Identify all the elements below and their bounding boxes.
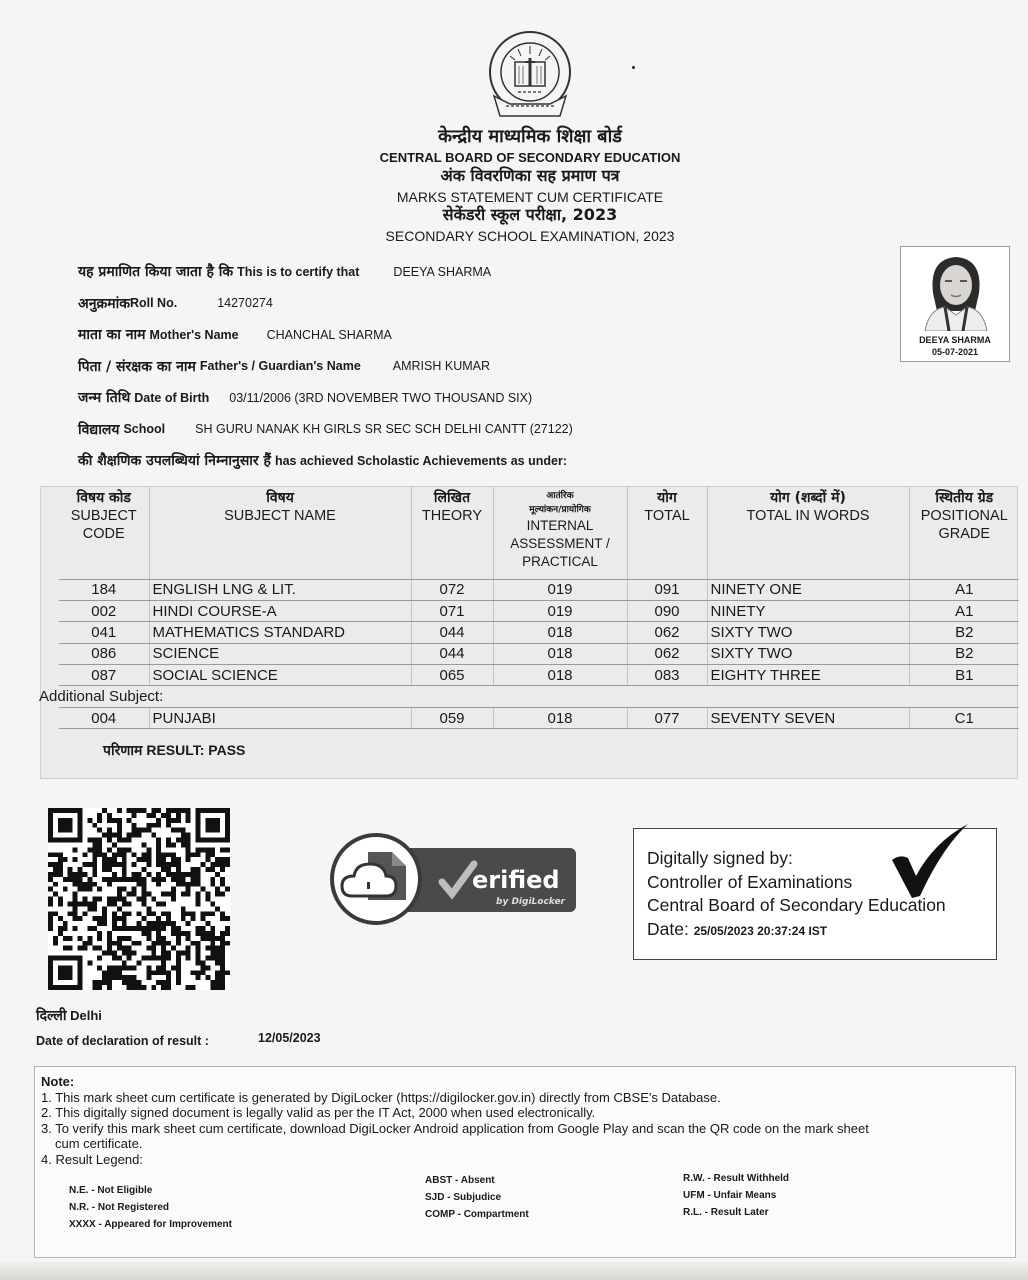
table-row <box>59 707 1019 728</box>
photo-caption-name: DEEYA SHARMA <box>919 335 991 345</box>
legend-item: R.L. - Result Later <box>683 1207 769 1218</box>
theory-marks: 071 <box>411 600 493 621</box>
total-marks: 083 <box>627 665 707 686</box>
father-row <box>78 351 778 383</box>
column-header-total-words: योग (शब्दों में) TOTAL IN WORDS <box>707 487 909 579</box>
additional-subject-label: Additional Subject: <box>39 688 164 706</box>
legend-item: COMP - Compartment <box>425 1209 529 1220</box>
roll-row <box>78 288 778 320</box>
column-header-total: योग TOTAL <box>627 487 707 579</box>
positional-grade: B1 <box>909 665 1019 686</box>
additional-subject-row <box>59 686 1019 707</box>
document-title: MARKS STATEMENT CUM CERTIFICATE <box>396 189 664 205</box>
student-photo <box>900 246 1010 362</box>
table-row <box>59 665 1019 686</box>
signature-valid-check-icon <box>890 822 970 900</box>
total-in-words: SIXTY TWO <box>707 643 909 664</box>
declaration-date-label: Date of declaration of result : <box>36 1034 209 1048</box>
legend-item: ABST - Absent <box>425 1175 495 1186</box>
note-item: 2. This digitally signed document is legally valid as per the IT Act, 2000 when used electronically. <box>41 1105 596 1120</box>
total-marks: 091 <box>627 579 707 600</box>
document-header <box>330 128 730 246</box>
achievement-label-hindi: की शैक्षणिक उपलब्धियां निम्नानुसार हैं <box>78 453 271 470</box>
board-name: CENTRAL BOARD OF SECONDARY EDUCATION <box>379 150 681 165</box>
subject-code: 086 <box>59 643 149 664</box>
badge-sub-text: by DigiLocker <box>496 897 565 907</box>
total-in-words: NINETY <box>707 600 909 621</box>
dob-row <box>78 382 778 414</box>
city-hindi: दिल्ली <box>36 1008 67 1024</box>
internal-marks: 018 <box>493 707 627 728</box>
total-marks: 062 <box>627 643 707 664</box>
qr-code-icon[interactable] <box>48 808 230 990</box>
exam-name: SECONDARY SCHOOL EXAMINATION, 2023 <box>385 228 675 244</box>
father-name: AMRISH KUMAR <box>392 359 491 374</box>
legend-column-1 <box>69 1182 232 1233</box>
student-info <box>78 256 778 477</box>
positional-grade: A1 <box>909 600 1019 621</box>
signed-by-label: Digitally signed by: <box>647 848 793 868</box>
school-label: School <box>123 422 166 437</box>
qr-finder-pattern <box>48 808 82 842</box>
total-marks: 062 <box>627 622 707 643</box>
declaration-date: 12/05/2023 <box>258 1031 321 1045</box>
note-item: 3. To verify this mark sheet cum certificate, download DigiLocker Android application from Google Play and scan the QR code on the mark sheet <box>41 1120 869 1136</box>
signature-date-row <box>647 918 996 944</box>
certify-row <box>78 256 778 288</box>
note-item: 1. This mark sheet cum certificate is generated by DigiLocker (https://digilocker.gov.in) directly from CBSE's Database. <box>41 1089 721 1105</box>
school-label-hindi: विद्यालय <box>78 421 120 438</box>
internal-marks: 019 <box>493 600 627 621</box>
column-header-internal: आतंरिक मूल्यांकन/प्रायोगिक INTERNAL ASSESSMENT / PRACTICAL <box>493 487 627 579</box>
table-row <box>59 579 1019 600</box>
city: Delhi <box>70 1008 102 1023</box>
certify-label-hindi: यह प्रमाणित किया जाता है कि <box>78 264 234 281</box>
certify-label: This is to certify that <box>237 264 360 279</box>
legend-item: SJD - Subjudice <box>425 1192 502 1203</box>
column-header-theory: लिखित THEORY <box>411 487 493 579</box>
achievement-row <box>78 445 778 477</box>
table-row <box>59 600 1019 621</box>
scan-speck <box>632 66 635 69</box>
notes-title: Note: <box>41 1074 75 1089</box>
internal-marks: 018 <box>493 643 627 664</box>
achievement-label: has achieved Scholastic Achievements as under: <box>274 453 567 468</box>
mother-row <box>78 319 778 351</box>
positional-grade: B2 <box>909 643 1019 664</box>
document-title-hindi: अंक विवरणिका सह प्रमाण पत्र <box>440 166 620 185</box>
board-name-hindi: केन्द्रीय माध्यमिक शिक्षा बोर्ड <box>438 126 622 147</box>
subject-code: 041 <box>59 622 149 643</box>
exam-name-hindi: सेकेंडरी स्कूल परीक्षा, 2023 <box>442 205 618 224</box>
mother-label-hindi: माता का नाम <box>78 327 146 344</box>
internal-marks: 018 <box>493 622 627 643</box>
notes-section <box>34 1066 1016 1258</box>
legend-item: N.E. - Not Eligible <box>69 1185 153 1196</box>
student-portrait-icon <box>915 251 997 331</box>
marks-table-section <box>40 486 1018 779</box>
theory-marks: 059 <box>411 707 493 728</box>
result-legend-title: 4. Result Legend: <box>41 1151 143 1167</box>
result-label: RESULT: PASS <box>146 742 246 758</box>
total-marks: 090 <box>627 600 707 621</box>
roll-label: Roll No. <box>129 296 178 311</box>
note-item: cum certificate. <box>55 1136 143 1151</box>
column-header-code: विषय कोड SUBJECT CODE <box>59 487 149 579</box>
internal-marks: 018 <box>493 665 627 686</box>
positional-grade: B2 <box>909 622 1019 643</box>
subject-name: PUNJABI <box>149 707 411 728</box>
signer-title: Controller of Examinations <box>647 871 853 892</box>
father-label: Father's / Guardian's Name <box>199 359 361 374</box>
place-of-issue <box>36 1006 102 1025</box>
roll-label-hindi: अनुक्रमांक <box>78 295 130 312</box>
positional-grade: C1 <box>909 707 1019 728</box>
dob-label: Date of Birth <box>134 390 210 405</box>
marks-table <box>39 487 1019 729</box>
total-in-words: EIGHTY THREE <box>707 665 909 686</box>
subject-name: ENGLISH LNG & LIT. <box>149 579 411 600</box>
table-row <box>59 622 1019 643</box>
legend-column-2 <box>425 1172 529 1223</box>
theory-marks: 072 <box>411 579 493 600</box>
total-in-words: SEVENTY SEVEN <box>707 707 909 728</box>
student-name: DEEYA SHARMA <box>393 264 492 279</box>
subject-code: 002 <box>59 600 149 621</box>
cbse-emblem-icon <box>480 26 580 126</box>
table-row <box>59 643 1019 664</box>
positional-grade: A1 <box>909 579 1019 600</box>
photo-caption-date: 05-07-2021 <box>931 347 979 357</box>
subject-code: 184 <box>59 579 149 600</box>
paper-edge <box>0 1262 1028 1280</box>
column-header-grade: स्थितीय ग्रेड POSITIONAL GRADE <box>909 487 1019 579</box>
mother-name: CHANCHAL SHARMA <box>266 327 392 342</box>
signer-organization: Central Board of Secondary Education <box>647 895 946 915</box>
signature-date: 25/05/2023 20:37:24 IST <box>693 923 828 938</box>
qr-finder-pattern <box>196 808 230 842</box>
subject-code: 087 <box>59 665 149 686</box>
internal-marks: 019 <box>493 579 627 600</box>
badge-main-text: erified <box>472 866 560 894</box>
column-header-subject: विषय SUBJECT NAME <box>149 487 411 579</box>
subject-name: SCIENCE <box>149 643 411 664</box>
subject-name: SOCIAL SCIENCE <box>149 665 411 686</box>
signature-date-label: Date: <box>647 918 689 939</box>
subject-name: MATHEMATICS STANDARD <box>149 622 411 643</box>
additional-subject-cell <box>39 686 1019 707</box>
legend-item: UFM - Unfair Means <box>683 1190 777 1201</box>
subject-name: HINDI COURSE-A <box>149 600 411 621</box>
result-label-hindi: परिणाम <box>103 743 143 759</box>
total-in-words: SIXTY TWO <box>707 622 909 643</box>
digilocker-verified-badge <box>330 832 580 926</box>
qr-finder-pattern <box>48 956 82 990</box>
father-label-hindi: पिता / संरक्षक का नाम <box>78 358 196 375</box>
mother-label: Mother's Name <box>149 327 239 342</box>
roll-number: 14270274 <box>217 296 273 311</box>
subject-code: 004 <box>59 707 149 728</box>
date-of-birth: 03/11/2006 (3RD NOVEMBER TWO THOUSAND SIX) <box>229 390 533 405</box>
legend-item: R.W. - Result Withheld <box>683 1173 790 1184</box>
legend-item: N.R. - Not Registered <box>69 1202 170 1213</box>
school-row <box>78 414 778 446</box>
result-status <box>103 741 245 760</box>
total-marks: 077 <box>627 707 707 728</box>
theory-marks: 044 <box>411 622 493 643</box>
dob-label-hindi: जन्म तिथि <box>78 390 131 407</box>
legend-item: XXXX - Appeared for Improvement <box>69 1219 232 1230</box>
table-header-row <box>59 487 1019 579</box>
school-name: SH GURU NANAK KH GIRLS SR SEC SCH DELHI CANTT (27122) <box>195 422 573 437</box>
total-in-words: NINETY ONE <box>707 579 909 600</box>
theory-marks: 065 <box>411 665 493 686</box>
legend-column-3 <box>683 1170 789 1221</box>
theory-marks: 044 <box>411 643 493 664</box>
